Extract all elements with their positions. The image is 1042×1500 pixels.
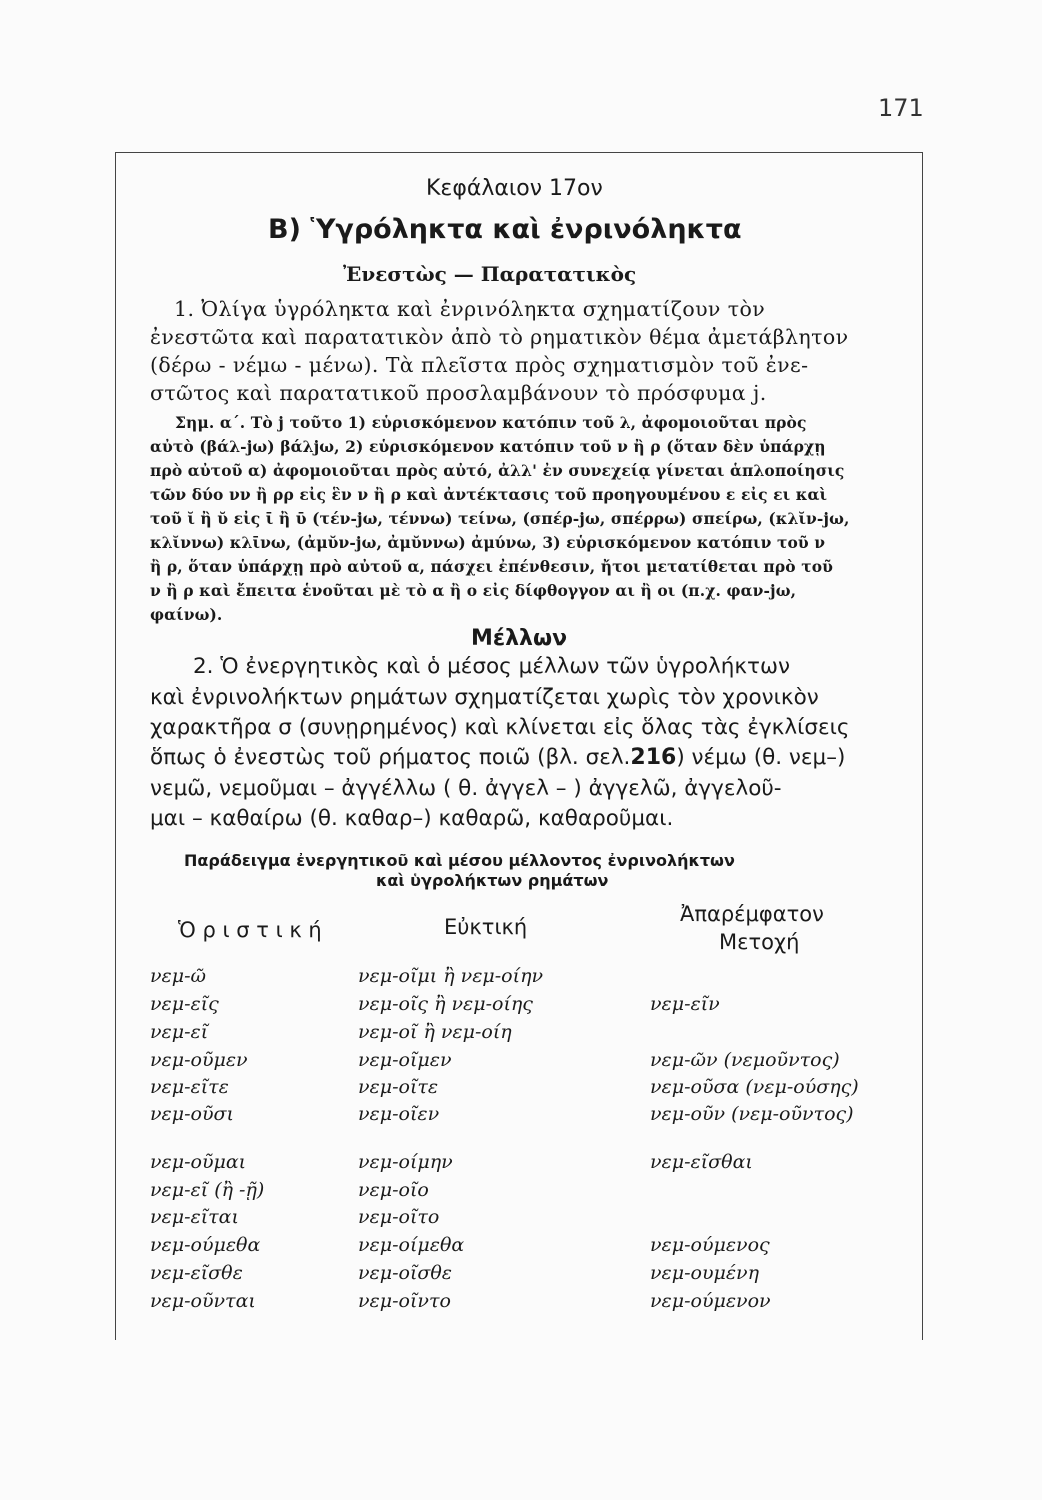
table-cell: νεμ-οίμεθα (358, 1234, 465, 1256)
table-cell: νεμ-ῶν (νεμοῦντος) (650, 1049, 840, 1071)
table-cell: νεμ-εῖσθε (150, 1262, 243, 1284)
note-line: κλῐννω) κλῑνω, (ἀμῠν-jω, ἀμῠννω) ἀμύνω, 3) εὑρισκόμενον κατόπιν τοῦ ν (150, 533, 826, 552)
table-cell: νεμ-ούμενος (650, 1234, 770, 1256)
table-cell: νεμ-οῖμεν (358, 1049, 452, 1071)
note-line: πρὸ αὐτοῦ α) ἀφομοιοῦται πρὸς αὐτό, ἀλλ' ἐν συνεχείᾳ γίνεται ἁπλοποίησις (150, 461, 845, 480)
paragraph-line: ἐνεστῶτα καὶ παρατατικὸν ἀπὸ τὸ ρηματικὸν θέμα ἀμετάβλητον (150, 325, 849, 349)
text-segment: ὅπως ὁ ἐνεστὼς τοῦ ρήματος ποιῶ (βλ. σελ. (150, 745, 631, 770)
paragraph-line: 1. Ὀλίγα ὑγρόληκτα καὶ ἐνρινόληκτα σχηματίζουν τὸν (174, 297, 766, 321)
table-cell: νεμ-εῖ (ἢ -ῇ) (150, 1179, 265, 1201)
table-cell: νεμ-ούμεθα (150, 1234, 261, 1256)
paragraph-line: νεμῶ, νεμοῦμαι – ἀγγέλλω ( θ. ἀγγελ – ) ἀγγελῶ, ἀγγελοῦ- (150, 776, 782, 801)
table-cell: νεμ-οῖο (358, 1179, 429, 1201)
table-cell: νεμ-οῦσι (150, 1103, 234, 1125)
table-cell: νεμ-οῦν (νεμ-οῦντος) (650, 1103, 854, 1125)
paragraph-line: μαι – καθαίρω (θ. καθαρ–) καθαρῶ, καθαροῦμαι. (150, 806, 674, 831)
table-cell: νεμ-εῖ (150, 1021, 209, 1043)
column-header-participle: Μετοχή (719, 930, 800, 954)
paragraph-line: καὶ ἐνρινολήκτων ρημάτων σχηματίζεται χωρὶς τὸν χρονικὸν (150, 685, 819, 710)
column-header-infinitive: Ἀπαρέμφατον (680, 902, 824, 926)
subtitle: Ἐνεστὼς — Παρατατικὸς (343, 262, 637, 286)
table-caption: καὶ ὑγρολήκτων ρημάτων (376, 871, 609, 890)
page-title: Β) Ὑγρόληκτα καὶ ἐνρινόληκτα (268, 214, 742, 245)
table-cell: νεμ-ουμένη (650, 1262, 759, 1284)
section-heading-future: Μέλλων (471, 626, 568, 651)
paragraph-line (150, 745, 845, 770)
text-segment: ) νέμω (θ. νεμ–) (676, 745, 846, 770)
note-line: ν ἢ ρ καὶ ἔπειτα ἑνοῦται μὲ τὸ α ἢ ο εἰς δίφθογγον αι ἢ οι (π.χ. φαν-jω, (150, 581, 797, 600)
table-cell: νεμ-ῶ (150, 965, 207, 987)
note-line: τοῦ ῐ ἢ ῠ εἰς ῑ ἢ ῡ (τέν-jω, τέννω) τείνω, (σπέρ-jω, σπέρρω) σπείρω, (κλῐν-jω, (150, 509, 850, 528)
table-cell: νεμ-εῖται (150, 1206, 239, 1228)
table-cell: νεμ-οίμην (358, 1151, 453, 1173)
table-cell: νεμ-οῦμαι (150, 1151, 247, 1173)
table-cell: νεμ-οῖεν (358, 1103, 440, 1125)
chapter-heading: Κεφάλαιον 17ον (426, 176, 603, 201)
note-line: φαίνω). (150, 605, 223, 624)
column-header-indicative: Ὁ ρ ι σ τ ι κ ή (178, 918, 322, 942)
table-caption: Παράδειγμα ἐνεργητικοῦ καὶ μέσου μέλλοντος ἐνρινολήκτων (184, 851, 735, 870)
note-line: Σημ. α΄. Τὸ j τοῦτο 1) εὑρισκόμενον κατόπιν τοῦ λ, ἀφομοιοῦται πρὸς (175, 413, 807, 432)
column-header-optative: Εὐκτική (444, 915, 528, 939)
table-cell: νεμ-οῖντο (358, 1290, 451, 1312)
table-cell: νεμ-οῖτο (358, 1206, 440, 1228)
table-cell: νεμ-εῖτε (150, 1076, 229, 1098)
paragraph-line: χαρακτῆρα σ (συνῃρημένος) καὶ κλίνεται εἰς ὅλας τὰς ἐγκλίσεις (150, 715, 850, 740)
page-number: 171 (878, 94, 924, 122)
paragraph-line: 2. Ὁ ἐνεργητικὸς καὶ ὁ μέσος μέλλων τῶν ὑγρολήκτων (193, 654, 790, 679)
table-cell: νεμ-οῖς ἢ νεμ-οίης (358, 993, 533, 1015)
page-reference: 216 (630, 745, 677, 770)
table-cell: νεμ-οῖτε (358, 1076, 439, 1098)
table-cell: νεμ-οῖ ἢ νεμ-οίη (358, 1021, 512, 1043)
active-infinitive: νεμ-εῖν (650, 993, 720, 1015)
table-cell: νεμ-οῖμι ἢ νεμ-οίην (358, 965, 543, 987)
note-line: τῶν δύο νν ἢ ρρ εἰς ἓν ν ἢ ρ καὶ ἀντέκτασις τοῦ προηγουμένου ε εἰς ει καὶ (150, 485, 828, 504)
table-cell: νεμ-οῖσθε (358, 1262, 453, 1284)
paragraph-line: (δέρω - νέμω - μένω). Τὰ πλεῖστα πρὸς σχηματισμὸν τοῦ ἐνε- (150, 353, 809, 377)
table-cell: νεμ-ούμενον (650, 1290, 771, 1312)
table-cell: νεμ-οῦνται (150, 1290, 256, 1312)
table-cell: νεμ-οῦμεν (150, 1049, 248, 1071)
table-cell: νεμ-εῖς (150, 993, 219, 1015)
table-cell: νεμ-οῦσα (νεμ-ούσης) (650, 1076, 859, 1098)
note-line: ἢ ρ, ὅταν ὑπάρχῃ πρὸ αὐτοῦ α, πάσχει ἐπένθεσιν, ἤτοι μετατίθεται πρὸ τοῦ (150, 557, 834, 576)
paragraph-line: στῶτος καὶ παρατατικοῦ προσλαμβάνουν τὸ πρόσφυμα j. (150, 381, 767, 405)
middle-infinitive: νεμ-εῖσθαι (650, 1151, 753, 1173)
note-line: αὐτὸ (βάλ-jω) βάλjω, 2) εὑρισκόμενον κατόπιν τοῦ ν ἢ ρ (ὅταν δὲν ὑπάρχῃ (150, 437, 826, 456)
